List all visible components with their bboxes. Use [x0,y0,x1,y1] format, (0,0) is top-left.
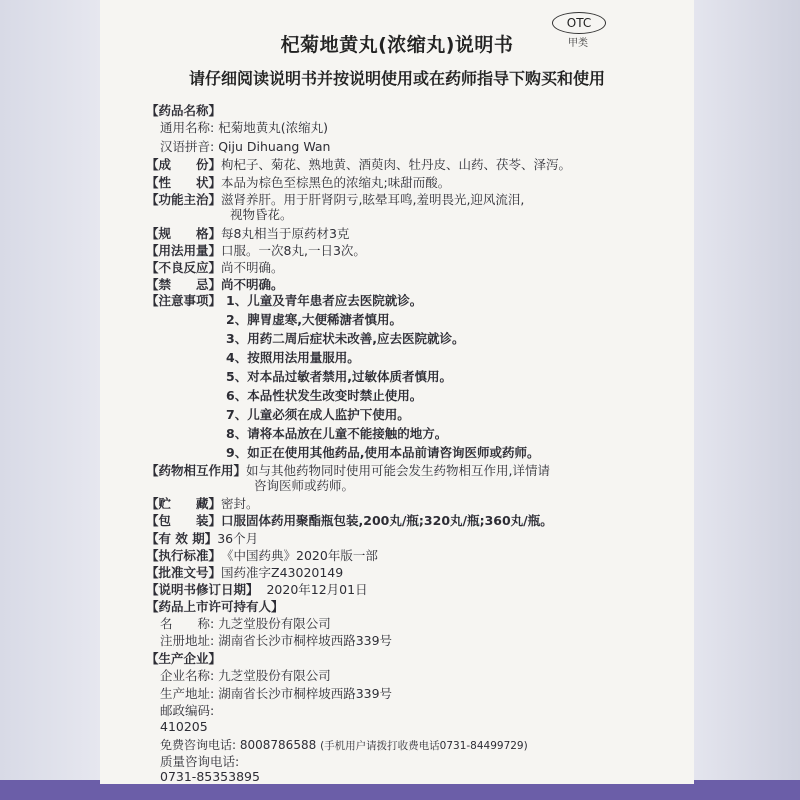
usage-row: 【用法用量】口服。一次8丸,一日3次。 [146,243,366,258]
revision-row: 【说明书修订日期】 2020年12月01日 [146,582,368,597]
leaflet-subtitle: 请仔细阅读说明书并按说明使用或在药师指导下购买和使用 [188,69,605,88]
precaution-item: 9、如正在使用其他药品,使用本品前请咨询医师或药师。 [226,445,540,460]
manufacturer-heading: 【生产企业】 [146,651,222,666]
validity-row: 【有 效 期】36个月 [146,531,259,546]
precaution-item: 6、本品性状发生改变时禁止使用。 [226,388,423,403]
mfr-name-row: 企业名称: 九芝堂股份有限公司 [160,668,331,683]
background-right [694,0,800,800]
adverse-row: 【不良反应】尚不明确。 [146,260,284,275]
mfr-address-row: 生产地址: 湖南省长沙市桐梓坡西路339号 [160,686,393,701]
mah-address-row: 注册地址: 湖南省长沙市桐梓坡西路339号 [160,633,393,648]
interactions-row: 【药物相互作用】如与其他药物同时使用可能会发生药物相互作用,详情请 [146,463,550,478]
indications-row: 【功能主治】滋肾养肝。用于肝肾阴亏,眩晕耳鸣,羞明畏光,迎风流泪, [146,192,525,207]
hotline-row: 免费咨询电话: 8008786588 (手机用户请拨打收费电话0731-84499729) [160,738,528,752]
mah-heading: 【药品上市许可持有人】 [146,599,284,614]
drug-name-heading: 【药品名称】 [146,103,222,118]
background-left [0,0,100,800]
precaution-item: 8、请将本品放在儿童不能接触的地方。 [226,426,448,441]
indications-continued: 视物昏花。 [230,207,293,222]
ingredients-row: 【成 份】枸杞子、菊花、熟地黄、酒萸肉、牡丹皮、山药、茯苓、泽泻。 [146,157,572,172]
leaflet-page [100,0,694,784]
mah-name-row: 名 称: 九芝堂股份有限公司 [160,616,331,631]
spec-row: 【规 格】每8丸相当于原药材3克 [146,226,350,241]
contraindications-row: 【禁 忌】尚不明确。 [146,277,284,292]
generic-name-row: 通用名称: 杞菊地黄丸(浓缩丸) [160,120,328,135]
otc-badge: OTC [552,12,606,34]
otc-class-label: 甲类 [568,38,588,49]
precaution-item: 5、对本品过敏者禁用,过敏体质者慎用。 [226,369,452,384]
precaution-item: 4、按照用法用量服用。 [226,350,360,365]
postcode-row: 邮政编码: 410205 [160,703,215,734]
standard-row: 【执行标准】《中国药典》2020年版一部 [146,548,378,563]
pinyin-row: 汉语拼音: Qiju Dihuang Wan [160,139,331,154]
interactions-continued: 咨询医师或药师。 [254,478,355,493]
appearance-row: 【性 状】本品为棕色至棕黑色的浓缩丸;味甜而酸。 [146,175,451,190]
precautions-heading: 【注意事项】 [146,293,222,308]
precaution-item: 1、儿童及青年患者应去医院就诊。 [226,293,423,308]
approval-row: 【批准文号】国药准字Z43020149 [146,565,344,580]
precaution-item: 7、儿童必须在成人监护下使用。 [226,407,410,422]
quality-phone-value: 0731-85353895 [160,769,260,784]
quality-phone-row: 质量咨询电话: [160,754,240,769]
precaution-item: 3、用药二周后症状未改善,应去医院就诊。 [226,331,465,346]
package-row: 【包 装】口服固体药用聚酯瓶包装,200丸/瓶;320丸/瓶;360丸/瓶。 [146,513,553,528]
storage-row: 【贮 藏】密封。 [146,496,259,511]
leaflet-title: 杞菊地黄丸(浓缩丸)说明书 [280,34,514,56]
precaution-item: 2、脾胃虚寒,大便稀溏者慎用。 [226,312,402,327]
